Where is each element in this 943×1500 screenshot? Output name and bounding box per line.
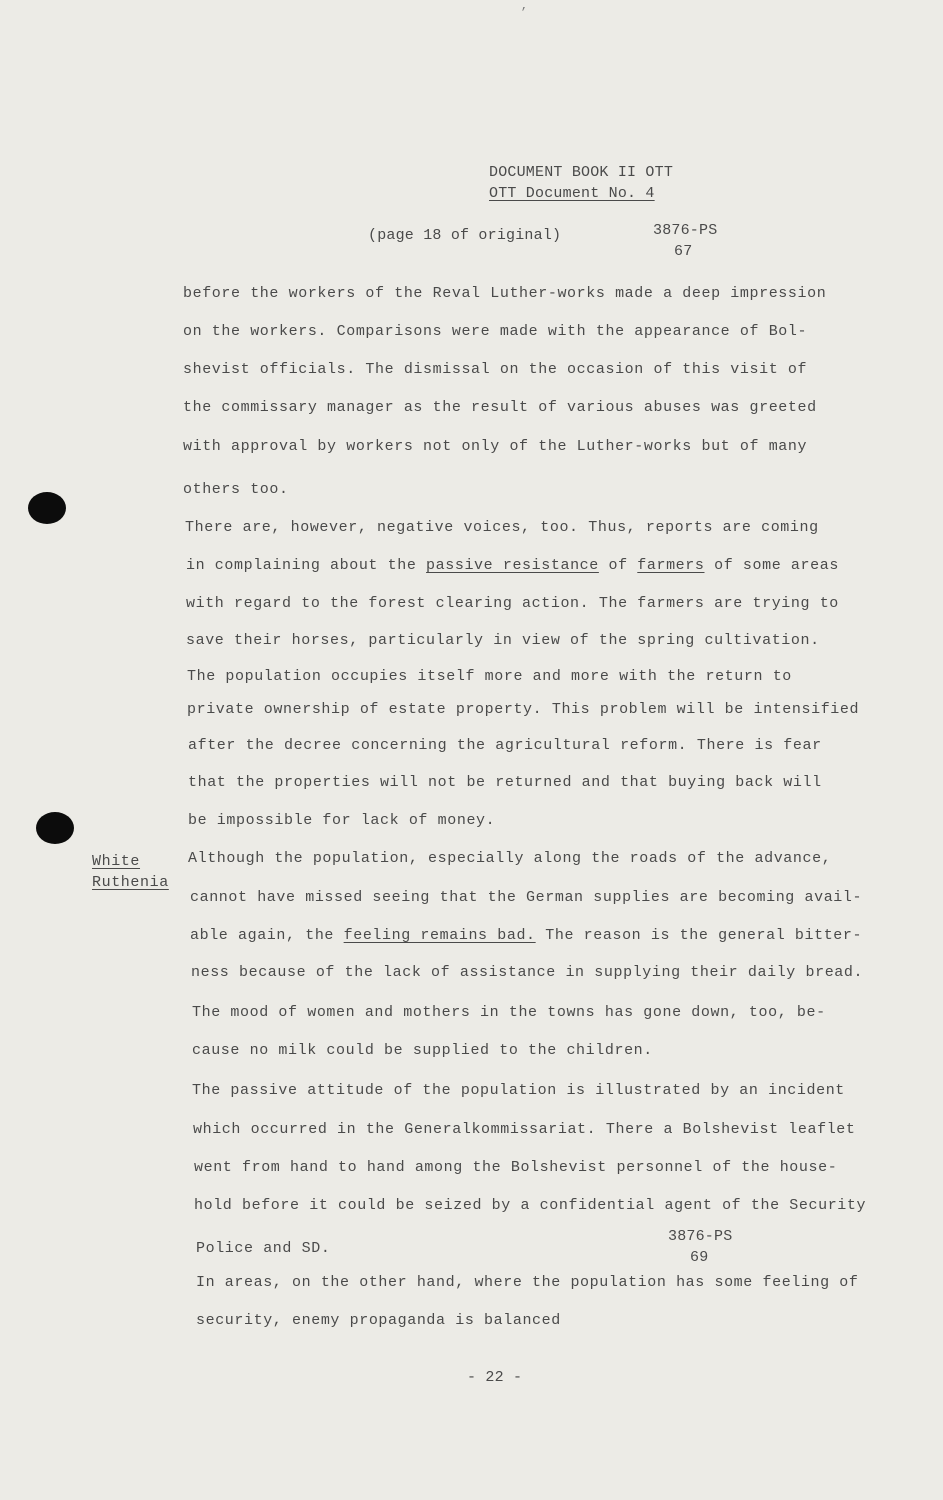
text-line: private ownership of estate property. This problem will be intensified (187, 701, 860, 718)
exhibit-ref-mid: 3876-PS (668, 1228, 733, 1245)
text-line: with regard to the forest clearing action. The farmers are trying to (186, 595, 839, 612)
text-line: cannot have missed seeing that the German supplies are becoming avail- (190, 889, 863, 906)
text-line: others too. (183, 481, 289, 498)
page-number: - 22 - (467, 1369, 523, 1386)
text-line: after the decree concerning the agricultural reform. There is fear (188, 737, 822, 754)
text-line: Although the population, especially along the roads of the advance, (188, 850, 832, 867)
text-line: on the workers. Comparisons were made with the appearance of Bol- (183, 323, 808, 340)
text-line: the commissary manager as the result of various abuses was greeted (183, 399, 817, 416)
stray-mark: ’ (520, 6, 528, 20)
text-line: before the workers of the Reval Luther-works made a deep impression (183, 285, 827, 302)
text-line: be impossible for lack of money. (188, 812, 496, 829)
doc-book-title: DOCUMENT BOOK II OTT (489, 164, 674, 181)
page-of-original: (page 18 of original) (368, 227, 562, 244)
text-line: ness because of the lack of assistance in supplying their daily bread. (191, 964, 864, 981)
exhibit-ref-top: 3876-PS (653, 222, 718, 239)
exhibit-page-top: 67 (674, 243, 693, 260)
text-line: save their horses, particularly in view of the spring cultivation. (186, 632, 820, 649)
punch-hole-top (28, 492, 66, 524)
punch-hole-bottom (36, 812, 74, 844)
text-line: hold before it could be seized by a confidential agent of the Security (194, 1197, 867, 1214)
text-line: In areas, on the other hand, where the population has some feeling of (196, 1274, 859, 1291)
text-line: which occurred in the Generalkommissariat. There a Bolshevist leaflet (193, 1121, 856, 1138)
exhibit-page-mid: 69 (690, 1249, 709, 1266)
text-line: cause no milk could be supplied to the children. (192, 1042, 653, 1059)
text-line: shevist officials. The dismissal on the occasion of this visit of (183, 361, 808, 378)
text-line: security, enemy propaganda is balanced (196, 1312, 561, 1329)
text-line: The population occupies itself more and more with the return to (187, 668, 792, 685)
text-line: There are, however, negative voices, too. Thus, reports are coming (185, 519, 819, 536)
doc-number: OTT Document No. 4 (489, 185, 655, 202)
text-line: The passive attitude of the population is illustrated by an incident (192, 1082, 845, 1099)
margin-note-line1: White (92, 853, 141, 870)
text-line: The mood of women and mothers in the towns has gone down, too, be- (192, 1004, 826, 1021)
text-line: went from hand to hand among the Bolshevist personnel of the house- (194, 1159, 838, 1176)
text-line: in complaining about the passive resistance of farmers of some areas (186, 557, 839, 574)
text-line: able again, the feeling remains bad. The reason is the general bitter- (190, 927, 863, 944)
text-line: that the properties will not be returned and that buying back will (188, 774, 822, 791)
text-line: Police and SD. (196, 1240, 331, 1257)
margin-note-line2: Ruthenia (92, 874, 169, 891)
text-line: with approval by workers not only of the Luther-works but of many (183, 438, 808, 455)
